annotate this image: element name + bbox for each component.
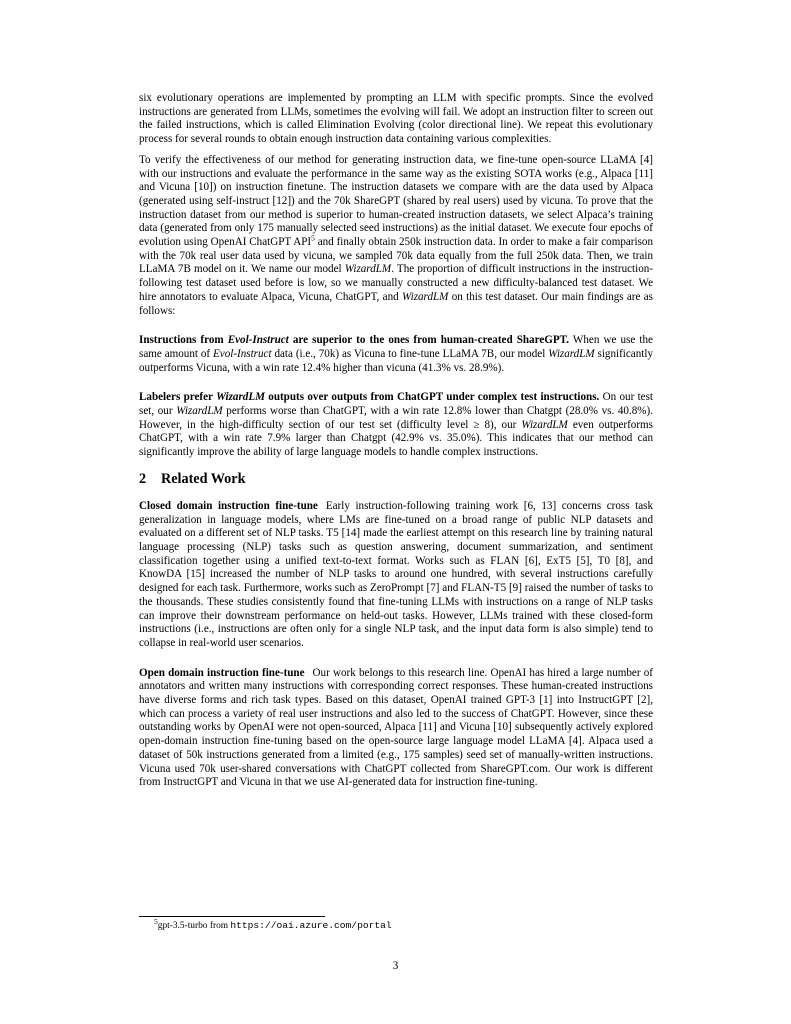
finding-1-text-c: significantly outperforms Vicuna, with a win rate 12.4% higher than vicuna (41.3% vs. 28.9%). (139, 347, 653, 374)
open-domain-text: Our work belongs to this research line. OpenAI has hired a large number of annotators and written many instructions with corresponding correct responses. These human-created instructions have diverse forms and rich task types. Based on this dataset, OpenAI trained GPT-3 [1] into InstructGPT [2], which can process a variety of real user instructions and also led to the success of ChatGPT. However, since these outstanding works by OpenAI were not open-sourced, Alpaca [11] and Vicuna [10] subsequently actively explored open-domain instruction fine-tuning based on the open-source large language model LLaMA [4]. Alpaca used a dataset of 50k instructions generated from a limited (e.g., 175 samples) seed set of manually-written instructions. Vicuna used 70k user-shared conversations with ChatGPT collected from ShareGPT.com. Our work is different from InstructGPT and Vicuna in that we use AI-generated data for instruction fine-tuning. (139, 666, 653, 789)
finding-2-head-em: WizardLM (216, 391, 265, 404)
section-heading-related-work (139, 470, 653, 488)
intro-p2-text-a: To verify the effectiveness of our method for generating instruction data, we fine-tune open-source LLaMA [4] with our instructions and evaluate the performance in the same way as the existing SOTA works (e.g., Alpaca [11] and Vicuna [10]) on instruction finetune. The instruction datasets we compare with are the data used by Alpaca (generated using self-instruct [12]) and the 70k ShareGPT (shared by real users) used by vicuna. To prove that the instruction dataset from our method is superior to human-created instruction datasets, we select Alpaca’s training data (generated from only 175 manually selected seed instructions) as the initial dataset. We execute four epochs of evolution using OpenAI ChatGPT API (139, 153, 653, 249)
finding-1-text-b: data (i.e., 70k) as Vicuna to fine-tune LLaMA 7B, our model (271, 347, 549, 360)
finding-1-paragraph (139, 334, 653, 375)
finding-2-text-b: performs worse than ChatGPT, with a win rate 12.8% lower than Chatgpt (28.0% vs. 40.8%). However, in the high-difficulty section of our test set (difficulty level ≥ 8), our (139, 405, 653, 431)
finding-1-head-b: are superior to the ones from human-created ShareGPT. (288, 334, 569, 347)
finding-2-paragraph (139, 391, 653, 460)
finding-1-heading (139, 334, 569, 346)
intro-paragraph-1 (139, 92, 653, 147)
finding-2-em-2: WizardLM (521, 418, 568, 431)
intro-p2-text-b: and finally obtain 250k instruction data. In order to make a fair comparison with the 70k real user data used by vicuna, we sampled 70k data equally from the full 250k data. Then, we train LLaMA 7B model on it. We name our model (139, 236, 653, 276)
footnote-number: 5 (154, 916, 158, 926)
closed-domain-text: Early instruction-following training work [6, 13] concerns cross task generalization in language models, where LMs are fine-tuned on a broad range of public NLP datasets and evaluated on a different set of NLP tasks. T5 [14] made the earliest attempt on this research line by training natural language processing (NLP) tasks such as question answering, document summarization, and sentiment classification together using a unified text-to-text format. Works such as FLAN [6], ExT5 [5], T0 [8], and KnowDA [15] increased the number of NLP tasks to around one hundred, with several instructions carefully designed for each task. Furthermore, works such as ZeroPrompt [7] and FLAN-T5 [9] raised the number of tasks to the thousands. These studies consistently found that fine-tuning LLMs with instructions on a range of NLP tasks can improve their downstream performance on held-out tasks. However, LLMs trained with these closed-form instructions (i.e., instructions are often only for a single NLP task, and the input data form is also simple) tend to collapse in real-world user scenarios. (139, 499, 653, 649)
finding-1-em-1: Evol-Instruct (213, 347, 272, 360)
finding-2-em-1: WizardLM (176, 405, 223, 418)
finding-2-text-a: On our test set, our (139, 391, 654, 418)
page-number: 3 (392, 960, 399, 972)
finding-1-head-em: Evol-Instruct (227, 334, 289, 347)
section-number: 2 (139, 470, 147, 487)
finding-2-head-a: Labelers prefer (139, 391, 217, 404)
main-column (139, 92, 653, 797)
finding-2-heading (139, 391, 599, 403)
intro-p1-text: six evolutionary operations are implemented by prompting an LLM with specific prompts. Since the evolved instructions are generated from LLMs, sometimes the evolving will fail. We adopt an instruction filter to screen out the failed instructions, which is called Elimination Evolving (color directional line). We repeat this evolutionary process for several rounds to obtain enough instruction data containing various complexities. (139, 92, 653, 146)
footnote-url-link[interactable]: https://oai.azure.com/portal (230, 920, 392, 931)
intro-p2-text-d: on this test dataset. Our main findings are as follows: (139, 290, 653, 317)
finding-2-text-c: even outperforms ChatGPT, with a win rate 7.9% larger than Chatgpt (42.9% vs. 35.0%). This indicates that our method can significantly improve the ability of large language models to handle complex instructions. (139, 418, 653, 459)
open-domain-paragraph (139, 667, 653, 790)
finding-2-head-b: outputs over outputs from ChatGPT under complex test instructions. (264, 391, 600, 404)
model-name: WizardLM (401, 290, 449, 303)
closed-domain-paragraph (139, 500, 653, 651)
finding-1-head-a: Instructions from (139, 334, 228, 347)
footnote-marker[interactable]: 5 (311, 233, 315, 243)
section-title: Related Work (161, 470, 246, 487)
finding-1-text-a: When we use the same amount of (139, 334, 653, 360)
footnote-rule (139, 916, 325, 917)
open-domain-heading: Open domain instruction fine-tune (139, 666, 305, 679)
footnote (154, 916, 653, 932)
finding-1-em-2: WizardLM (548, 347, 595, 360)
closed-domain-heading: Closed domain instruction fine-tune (139, 499, 318, 512)
footnote-text: gpt-3.5-turbo from (157, 921, 231, 931)
intro-paragraph-2 (139, 154, 653, 318)
model-name: WizardLM (344, 263, 392, 276)
intro-p2-text-c: . The proportion of difficult instructions in the instruction-following test dataset used before is low, so we manually constructed a new difficulty-balanced test dataset. We hire annotators to evaluate Alpaca, Vicuna, ChatGPT, and (139, 263, 653, 303)
